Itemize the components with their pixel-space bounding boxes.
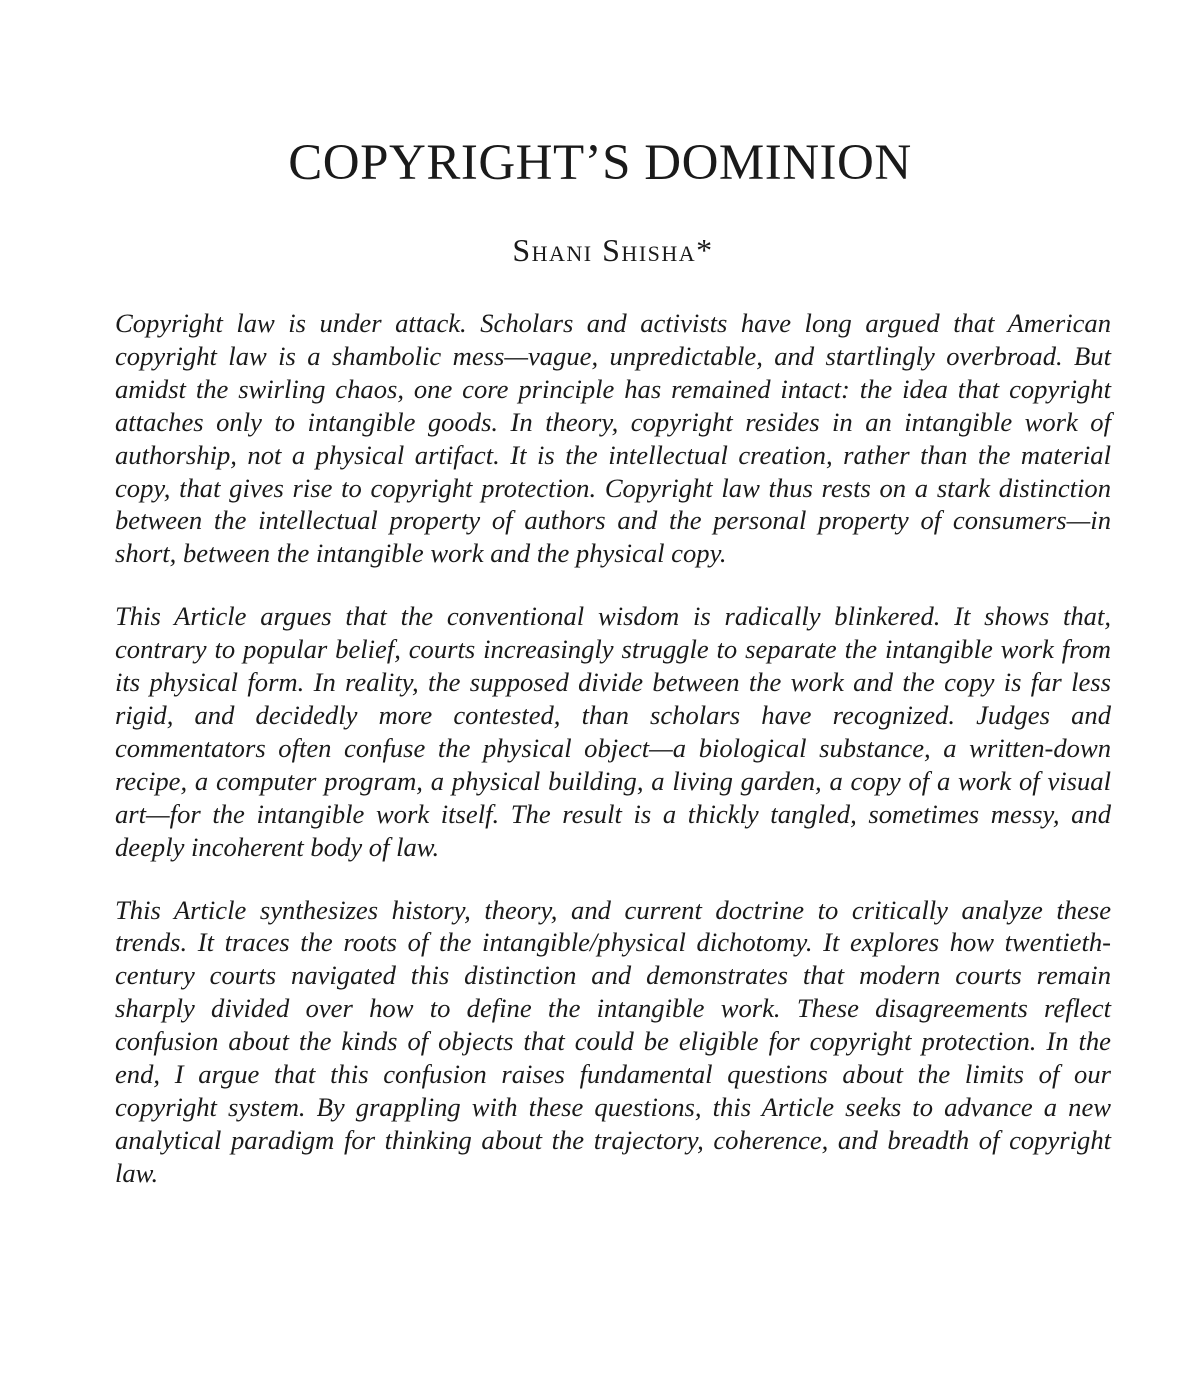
- abstract: [115, 307, 1111, 1220]
- author-name: Shani Shisha*: [512, 232, 714, 268]
- abstract-paragraph-3: This Article synthesizes history, theory, and current doctrine to critically analyze these trends. It traces the roots of the intangible/physical dichotomy. It explores how twentieth-century courts navigated this distinction and demonstrates that modern courts remain sharply divided over how to define the intangible work. These disagreements reflect confusion about the kinds of objects that could be eligible for copyright protection. In the end, I argue that this confusion raises fundamental questions about the limits of our copyright system. By grappling with these questions, this Article seeks to advance a new analytical paradigm for thinking about the trajectory, coherence, and breadth of copyright law.: [115, 894, 1111, 1188]
- article-title: COPYRIGHT’S DOMINION: [288, 135, 912, 191]
- abstract-paragraph-2: This Article argues that the conventional wisdom is radically blinkered. It shows that, contrary to popular belief, courts increasingly struggle to separate the intangible work from its physical form. In reality, the supposed divide between the work and the copy is far less rigid, and decidedly more contested, than scholars have recognized. Judges and commentators often confuse the physical object—a biological substance, a written-down recipe, a computer program, a physical building, a living garden, a copy of a work of visual art—for the intangible work itself. The result is a thickly tangled, sometimes messy, and deeply incoherent body of law.: [115, 601, 1111, 862]
- abstract-paragraph-1: Copyright law is under attack. Scholars and activists have long argued that American copyright law is a shambolic mess—vague, unpredictable, and startlingly overbroad. But amidst the swirling chaos, one core principle has remained intact: the idea that copyright attaches only to intangible goods. In theory, copyright resides in an intangible work of authorship, not a physical artifact. It is the intellectual creation, rather than the material copy, that gives rise to copyright protection. Copyright law thus rests on a stark distinction between the intellectual property of authors and the personal property of consumers—in short, between the intangible work and the physical copy.: [115, 308, 1111, 569]
